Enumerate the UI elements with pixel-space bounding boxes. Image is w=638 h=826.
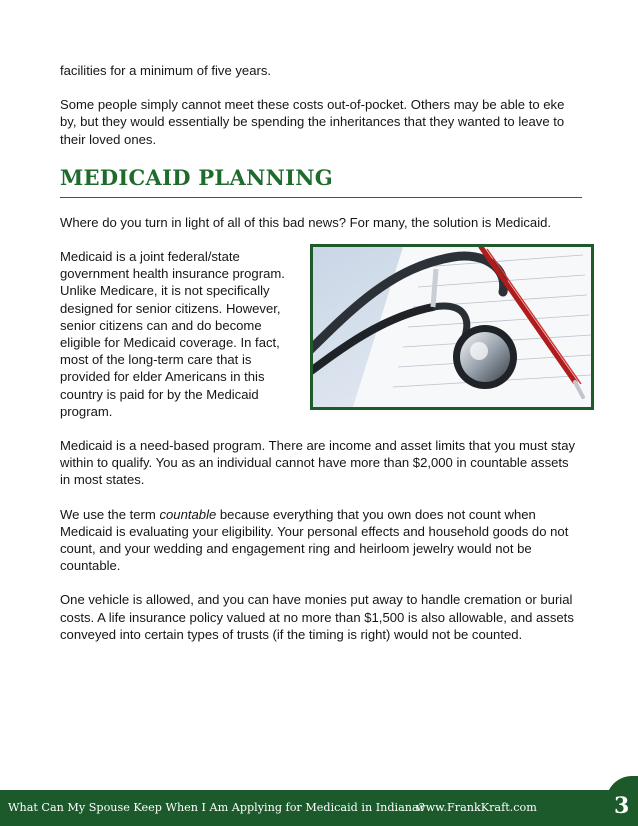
stethoscope-pen-document-icon bbox=[313, 247, 591, 407]
footer-url: www.FrankKraft.com bbox=[416, 801, 537, 814]
countable-lead-text: We use the term bbox=[60, 506, 160, 522]
countable-paragraph bbox=[60, 506, 582, 575]
need-based-paragraph: Medicaid is a need-based program. There are income and asset limits that you must stay within to qualify. You as an individual cannot have more than $2,000 in countable assets in most states. bbox=[60, 438, 576, 488]
footer-bar bbox=[0, 790, 638, 826]
medicaid-definition-paragraph: Medicaid is a joint federal/state government health insurance program. Unlike Medicare, it is not specifically designed for senior citizens. However, senior citizens can and do become eligible for Medicaid coverage. In fact, most of the long-term care that is provided for elder Americans in this country is paid for by the Medicaid program. bbox=[60, 249, 285, 419]
countable-rest-text: because everything that you own does not count when Medicaid is evaluating your eligibility. Your personal effects and household goods do not count, and your wedding and engagement ring and heirloom jewelry would not be countable. bbox=[60, 506, 569, 574]
countable-term: countable bbox=[159, 506, 217, 522]
heading-divider bbox=[60, 197, 582, 198]
medicaid-intro-paragraph: Where do you turn in light of all of this bad news? For many, the solution is Medicaid. bbox=[60, 214, 552, 230]
section-heading: MEDICAID PLANNING bbox=[60, 164, 333, 190]
vehicle-paragraph: One vehicle is allowed, and you can have monies put away to handle cremation or burial costs. A life insurance policy valued at no more than $1,500 is also allowable, and assets conveyed into certain types of trusts (if the timing is right) would not be counted. bbox=[60, 592, 574, 642]
intro-fragment-paragraph: facilities for a minimum of five years. bbox=[60, 63, 272, 78]
page-number: 3 bbox=[614, 793, 630, 819]
cost-note-paragraph: Some people simply cannot meet these costs out-of-pocket. Others may be able to eke by, but they would essentially be spending the inheritances that they wanted to leave to their loved ones. bbox=[60, 97, 565, 147]
page-content bbox=[60, 62, 582, 660]
footer-title: What Can My Spouse Keep When I Am Applying for Medicaid in Indiana? bbox=[8, 801, 425, 814]
stethoscope-photo bbox=[310, 244, 594, 410]
